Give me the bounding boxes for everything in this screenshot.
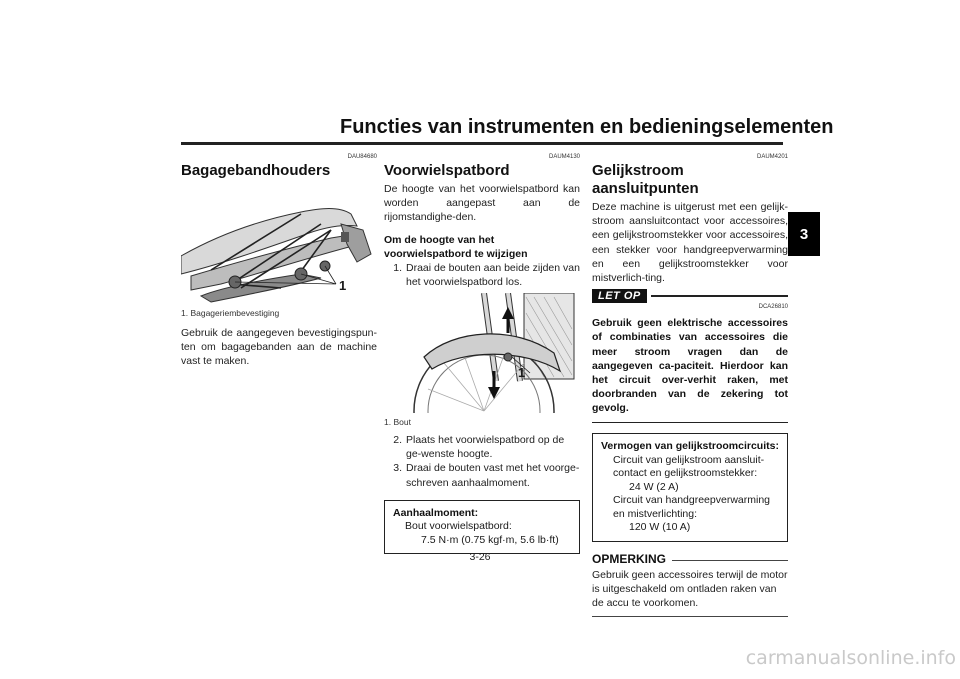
section-code: DAUM4130 <box>548 154 580 160</box>
figure-luggage-hooks <box>181 184 377 304</box>
fender-illustration <box>384 293 580 413</box>
figure-caption: 1. Bagageriembevestiging <box>181 308 280 318</box>
body-text: Gebruik de aangegeven bevestigingspun-ten om bagagebanden aan de machine vast te maken. <box>181 327 377 368</box>
figure-caption: 1. Bout <box>384 417 411 428</box>
torque-spec-box <box>384 500 580 555</box>
notice-header <box>592 289 788 303</box>
note-text: Gebruik geen accessoires terwijl de motor is uitgeschakeld om ontladen raken van de accu te voorkomen. <box>592 568 788 610</box>
intro-text: Deze machine is uitgerust met een gelijk-stroom aansluitcontact voor accessoires, een gelijkstroomstekker voor accessoires, een stekker voor handgreepverwarming en een gelijkstroomstekker voor mistverlich-ting. <box>592 201 788 285</box>
watermark: carmanualsonline.info <box>745 647 956 669</box>
section-heading: Bagagebandhouders <box>181 162 331 179</box>
page-header-title: Functies van instrumenten en bedieningselementen <box>340 116 834 138</box>
note-header <box>592 552 788 566</box>
figure-callout: 1 <box>339 278 347 293</box>
step-1 <box>384 261 580 289</box>
column-luggage-hooks <box>181 148 377 369</box>
procedure-subheading: Om de hoogte van het voorwielspatbord te wijzigen <box>384 233 528 260</box>
note-rule <box>672 560 788 561</box>
box-line: Bout voorwielspatbord: <box>405 520 512 533</box>
circuit-capacity-box <box>592 433 788 542</box>
notice-label: LET OP <box>592 289 647 303</box>
box-line: Circuit van gelijkstroom aansluit- <box>613 453 765 466</box>
notice-rule <box>651 295 788 297</box>
page-number: 3-26 <box>469 551 491 563</box>
step-text: Draai de bouten aan beide zijden van het voorwielspatbord los. <box>406 261 580 288</box>
box-line: 7.5 N·m (0.75 kgf·m, 5.6 lb·ft) <box>421 533 559 546</box>
note-end-rule <box>592 616 788 617</box>
notice-end-rule <box>592 422 788 424</box>
seat-illustration <box>181 184 377 304</box>
box-title: Aanhaalmoment: <box>393 506 479 519</box>
step-text: Plaats het voorwielspatbord op de ge-wenste hoogte. <box>406 434 565 461</box>
box-line: en mistverlichting: <box>613 507 698 520</box>
step-number: 2. <box>393 434 402 447</box>
notice-code: DCA26810 <box>758 304 788 311</box>
box-line: Circuit van handgreepverwarming <box>613 494 770 507</box>
figure-front-fender <box>384 293 580 413</box>
step-number: 3. <box>393 462 402 475</box>
box-line: contact en gelijkstroomstekker: <box>613 467 758 480</box>
column-dc-outlets <box>592 148 788 617</box>
box-line: 120 W (10 A) <box>629 521 691 534</box>
column-front-fender <box>384 148 580 554</box>
notice-text: Gebruik geen elektrische accessoires of combinaties van accessoires die meer stroom vragen dan de aangegeven ca-paciteit. Hierdoor kan het circuit over-verhit raken, met doorbranden van de zekering tot gevolg. <box>592 317 788 415</box>
step-text: Draai de bouten vast met het voorge-schreven aanhaalmoment. <box>406 462 580 489</box>
step-number: 1. <box>393 261 402 274</box>
header-rule <box>181 142 783 145</box>
section-heading: Voorwielspatbord <box>384 162 510 179</box>
section-heading: Gelijkstroom aansluitpunten <box>592 162 699 197</box>
intro-text: De hoogte van het voorwielspatbord kan worden aangepast aan de rijomstandighe-den. <box>384 183 580 224</box>
note-label: OPMERKING <box>592 551 667 566</box>
step-2 <box>384 433 580 461</box>
section-code: DAUM4201 <box>756 154 788 160</box>
box-title: Vermogen van gelijkstroomcircuits: <box>601 440 779 453</box>
chapter-tab[interactable]: 3 <box>788 212 820 256</box>
figure-callout: 1 <box>518 365 526 381</box>
box-line: 24 W (2 A) <box>629 480 679 493</box>
section-code: DAU84680 <box>347 154 377 160</box>
step-3 <box>384 461 580 489</box>
